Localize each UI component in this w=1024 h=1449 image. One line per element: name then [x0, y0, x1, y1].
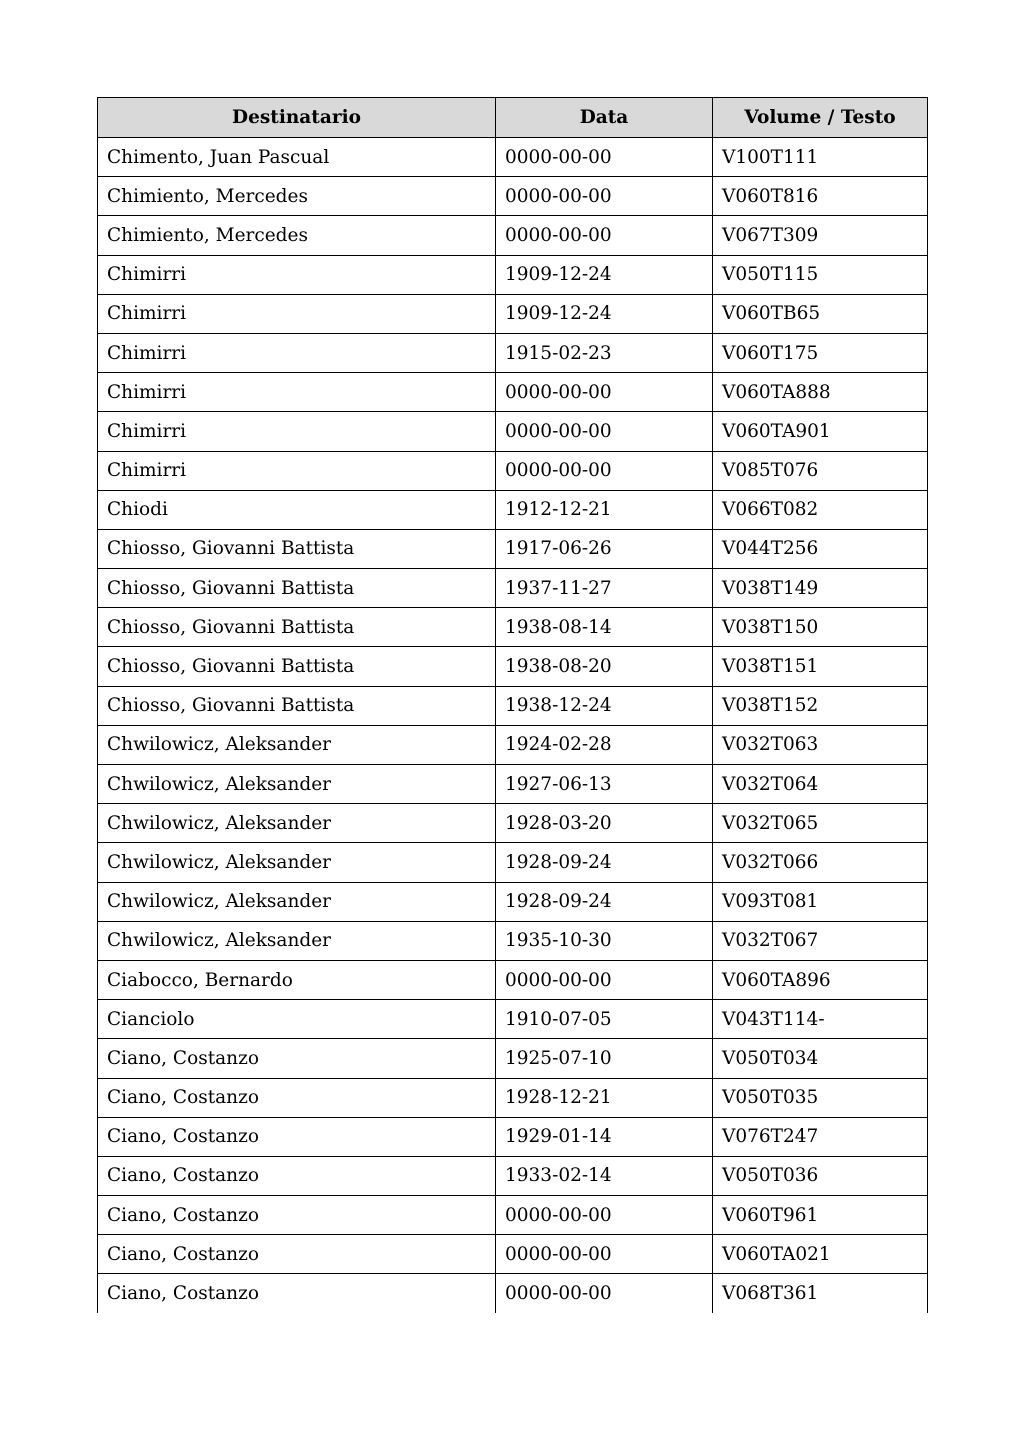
cell-destinatario: Chimirri — [98, 373, 496, 412]
table-row — [98, 490, 928, 529]
table-row — [98, 960, 928, 999]
table-body — [98, 138, 928, 1314]
cell-data: 0000-00-00 — [496, 177, 713, 216]
cell-data: 1938-12-24 — [496, 686, 713, 725]
cell-data: 0000-00-00 — [496, 960, 713, 999]
table-row — [98, 686, 928, 725]
cell-volume-testo: V050T035 — [713, 1078, 928, 1117]
cell-volume-testo: V066T082 — [713, 490, 928, 529]
cell-destinatario: Ciano, Costanzo — [98, 1117, 496, 1156]
table-row — [98, 608, 928, 647]
cell-destinatario: Ciabocco, Bernardo — [98, 960, 496, 999]
cell-volume-testo: V060T175 — [713, 333, 928, 372]
cell-data: 0000-00-00 — [496, 412, 713, 451]
cell-destinatario: Chiosso, Giovanni Battista — [98, 569, 496, 608]
cell-destinatario: Chwilowicz, Aleksander — [98, 882, 496, 921]
table-row — [98, 1117, 928, 1156]
table-row — [98, 569, 928, 608]
table-row — [98, 216, 928, 255]
cell-volume-testo: V067T309 — [713, 216, 928, 255]
table-row — [98, 921, 928, 960]
cell-volume-testo: V032T063 — [713, 725, 928, 764]
cell-data: 1925-07-10 — [496, 1039, 713, 1078]
cell-volume-testo: V038T149 — [713, 569, 928, 608]
cell-volume-testo: V032T065 — [713, 804, 928, 843]
cell-data: 0000-00-00 — [496, 1235, 713, 1274]
cell-volume-testo: V038T152 — [713, 686, 928, 725]
cell-destinatario: Chwilowicz, Aleksander — [98, 765, 496, 804]
cell-destinatario: Chiosso, Giovanni Battista — [98, 529, 496, 568]
cell-destinatario: Chiodi — [98, 490, 496, 529]
cell-volume-testo: V032T067 — [713, 921, 928, 960]
cell-volume-testo: V050T115 — [713, 255, 928, 294]
cell-data: 1938-08-14 — [496, 608, 713, 647]
table-row — [98, 529, 928, 568]
cell-volume-testo: V060T816 — [713, 177, 928, 216]
cell-volume-testo: V076T247 — [713, 1117, 928, 1156]
cell-volume-testo: V060TB65 — [713, 294, 928, 333]
cell-destinatario: Chimirri — [98, 255, 496, 294]
cell-volume-testo: V038T150 — [713, 608, 928, 647]
cell-destinatario: Chimirri — [98, 451, 496, 490]
cell-volume-testo: V060TA901 — [713, 412, 928, 451]
cell-data: 0000-00-00 — [496, 1196, 713, 1235]
cell-destinatario: Chwilowicz, Aleksander — [98, 843, 496, 882]
table-row — [98, 451, 928, 490]
cell-destinatario: Ciano, Costanzo — [98, 1235, 496, 1274]
cell-volume-testo: V032T066 — [713, 843, 928, 882]
cell-destinatario: Chiosso, Giovanni Battista — [98, 686, 496, 725]
cell-destinatario: Chimiento, Mercedes — [98, 177, 496, 216]
table-row — [98, 1039, 928, 1078]
table-row — [98, 1235, 928, 1274]
table-row — [98, 333, 928, 372]
cell-volume-testo: V032T064 — [713, 765, 928, 804]
cell-data: 1910-07-05 — [496, 1000, 713, 1039]
cell-destinatario: Chwilowicz, Aleksander — [98, 921, 496, 960]
table-row — [98, 843, 928, 882]
header-volume-testo: Volume / Testo — [713, 98, 928, 138]
cell-data: 1933-02-14 — [496, 1156, 713, 1195]
cell-destinatario: Chimirri — [98, 333, 496, 372]
cell-data: 1928-12-21 — [496, 1078, 713, 1117]
cell-data: 1909-12-24 — [496, 294, 713, 333]
cell-destinatario: Cianciolo — [98, 1000, 496, 1039]
cell-data: 1935-10-30 — [496, 921, 713, 960]
cell-volume-testo: V100T111 — [713, 138, 928, 177]
cell-data: 0000-00-00 — [496, 451, 713, 490]
cell-data: 1912-12-21 — [496, 490, 713, 529]
table-row — [98, 1078, 928, 1117]
cell-destinatario: Ciano, Costanzo — [98, 1196, 496, 1235]
cell-volume-testo: V068T361 — [713, 1274, 928, 1313]
cell-destinatario: Chiosso, Giovanni Battista — [98, 608, 496, 647]
cell-volume-testo: V060TA896 — [713, 960, 928, 999]
cell-destinatario: Ciano, Costanzo — [98, 1274, 496, 1313]
cell-volume-testo: V050T034 — [713, 1039, 928, 1078]
cell-volume-testo: V043T114- — [713, 1000, 928, 1039]
header-data: Data — [496, 98, 713, 138]
cell-destinatario: Chiosso, Giovanni Battista — [98, 647, 496, 686]
cell-destinatario: Chimirri — [98, 294, 496, 333]
cell-data: 0000-00-00 — [496, 138, 713, 177]
cell-destinatario: Chwilowicz, Aleksander — [98, 725, 496, 764]
header-row — [98, 98, 928, 138]
cell-data: 0000-00-00 — [496, 373, 713, 412]
cell-destinatario: Chimiento, Mercedes — [98, 216, 496, 255]
cell-volume-testo: V093T081 — [713, 882, 928, 921]
cell-destinatario: Chwilowicz, Aleksander — [98, 804, 496, 843]
table-row — [98, 1274, 928, 1313]
table-row — [98, 882, 928, 921]
cell-destinatario: Chimento, Juan Pascual — [98, 138, 496, 177]
table-row — [98, 294, 928, 333]
cell-data: 1915-02-23 — [496, 333, 713, 372]
table-row — [98, 804, 928, 843]
cell-volume-testo: V060T961 — [713, 1196, 928, 1235]
cell-data: 1917-06-26 — [496, 529, 713, 568]
table-row — [98, 177, 928, 216]
table-row — [98, 765, 928, 804]
cell-data: 1927-06-13 — [496, 765, 713, 804]
cell-destinatario: Ciano, Costanzo — [98, 1156, 496, 1195]
cell-volume-testo: V060TA888 — [713, 373, 928, 412]
cell-data: 0000-00-00 — [496, 216, 713, 255]
table-row — [98, 1196, 928, 1235]
cell-data: 1928-09-24 — [496, 843, 713, 882]
cell-data: 1909-12-24 — [496, 255, 713, 294]
cell-destinatario: Ciano, Costanzo — [98, 1039, 496, 1078]
cell-data: 1938-08-20 — [496, 647, 713, 686]
table-row — [98, 725, 928, 764]
table-row — [98, 373, 928, 412]
cell-volume-testo: V038T151 — [713, 647, 928, 686]
table-row — [98, 412, 928, 451]
header-destinatario: Destinatario — [98, 98, 496, 138]
table-row — [98, 138, 928, 177]
cell-destinatario: Chimirri — [98, 412, 496, 451]
cell-data: 1928-03-20 — [496, 804, 713, 843]
table-row — [98, 1000, 928, 1039]
cell-volume-testo: V060TA021 — [713, 1235, 928, 1274]
table-row — [98, 1156, 928, 1195]
cell-volume-testo: V050T036 — [713, 1156, 928, 1195]
cell-data: 1929-01-14 — [496, 1117, 713, 1156]
cell-data: 1928-09-24 — [496, 882, 713, 921]
cell-data: 1924-02-28 — [496, 725, 713, 764]
table-row — [98, 647, 928, 686]
table-row — [98, 255, 928, 294]
cell-data: 0000-00-00 — [496, 1274, 713, 1313]
cell-volume-testo: V044T256 — [713, 529, 928, 568]
cell-data: 1937-11-27 — [496, 569, 713, 608]
letters-table — [97, 97, 928, 1313]
cell-volume-testo: V085T076 — [713, 451, 928, 490]
cell-destinatario: Ciano, Costanzo — [98, 1078, 496, 1117]
